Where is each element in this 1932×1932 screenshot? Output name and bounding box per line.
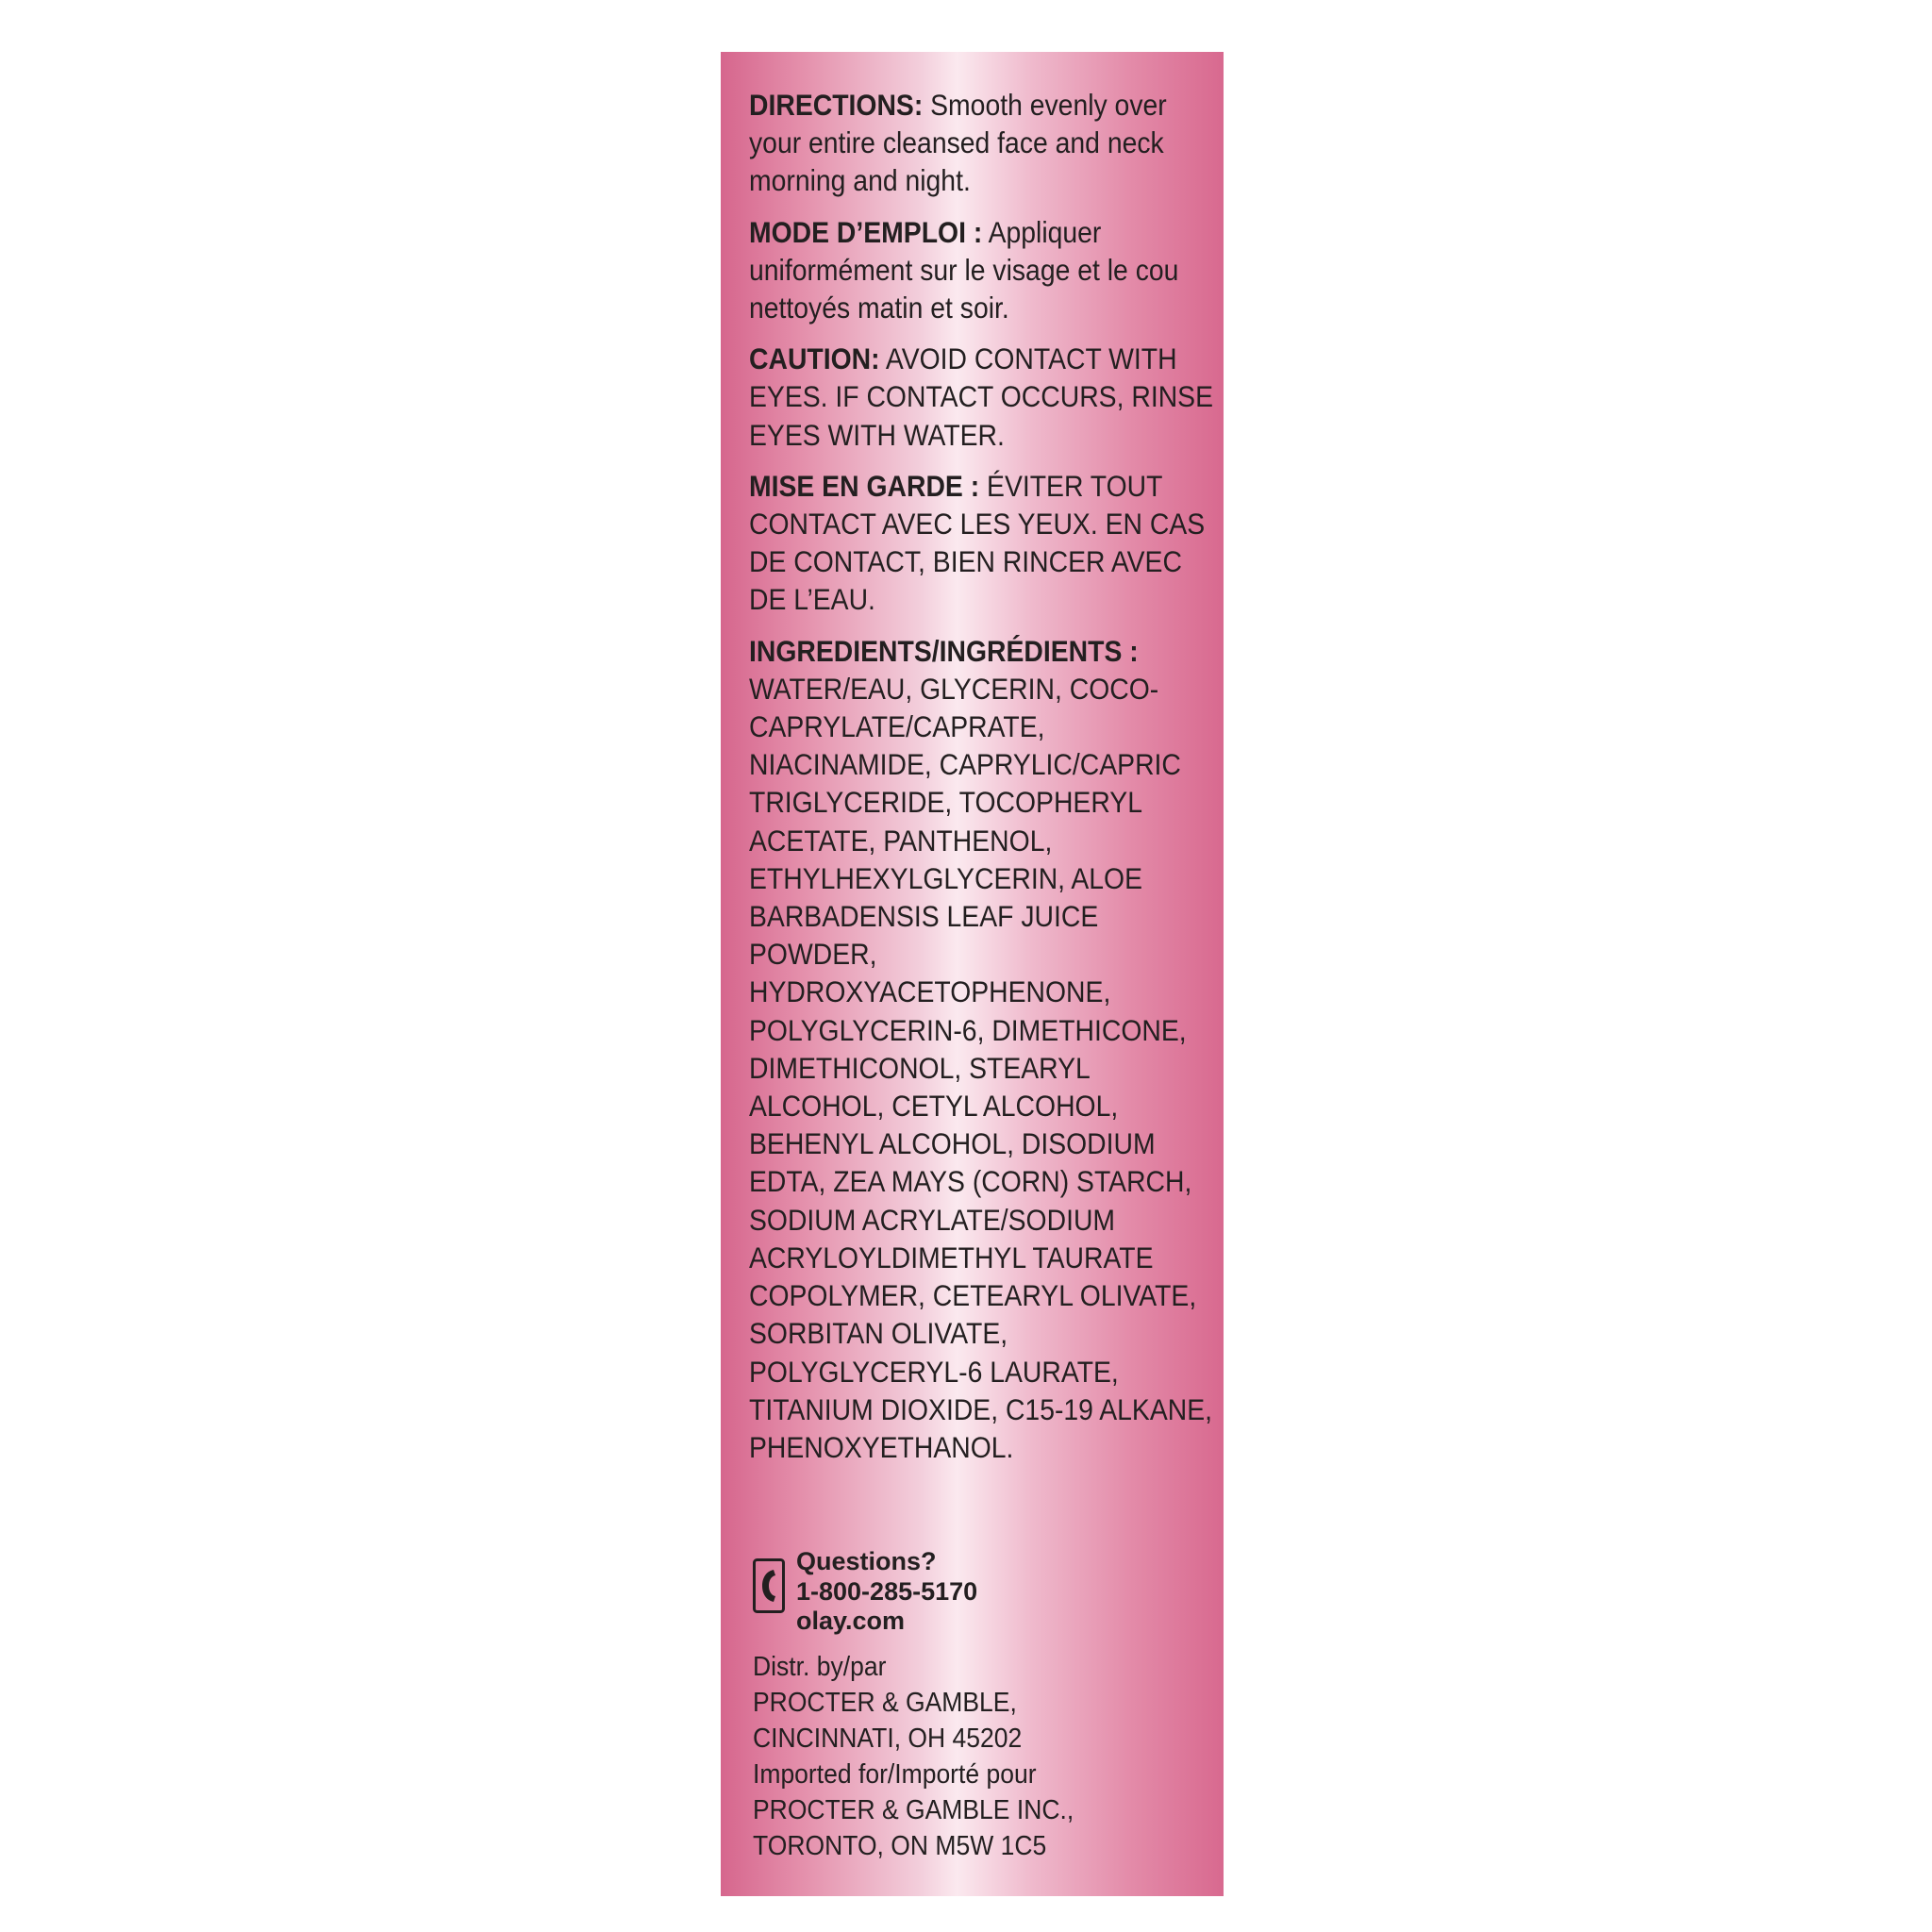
phone-icon: [753, 1558, 785, 1613]
directions-section: [749, 86, 1216, 200]
distributor-block: [753, 1649, 1074, 1864]
label-panel: [721, 52, 1224, 1896]
directions-text: Smooth evenly over your entire cleansed face and neck morning and night.: [749, 88, 1167, 198]
distributor-line: PROCTER & GAMBLE INC.,: [753, 1795, 1074, 1825]
distributor-line: CINCINNATI, OH 45202: [753, 1724, 1023, 1754]
mise-en-garde-heading: MISE EN GARDE :: [749, 468, 980, 503]
caution-heading: CAUTION:: [749, 341, 880, 376]
website-link: olay.com: [796, 1607, 906, 1635]
mode-emploi-heading: MODE D’EMPLOI :: [749, 214, 983, 249]
mode-emploi-text: Appliquer uniformément sur le visage et le cou nettoyés matin et soir.: [749, 214, 1179, 325]
ingredients-heading: INGREDIENTS/INGRÉDIENTS :: [749, 633, 1139, 668]
label-text-block: [749, 86, 1213, 1479]
caution-section: [749, 340, 1216, 454]
ingredients-list: WATER/EAU, GLYCERIN, COCO-CAPRYLATE/CAPRATE, NIACINAMIDE, CAPRYLIC/CAPRIC TRIGLYCERIDE, TOCOPHERYL ACETATE, PANTHENOL, ETHYLHEXYLGLYCERIN, ALOE BARBADENSIS LEAF JUICE POWDER, HYDROXYACETOPHENONE, POLYGLYCERIN-6, DIMETHICONE, DIMETHICONOL, STEARYL ALCOHOL, CETYL ALCOHOL, BEHENYL ALCOHOL, DISODIUM EDTA, ZEA MAYS (CORN) STARCH, SODIUM ACRYLATE/SODIUM ACRYLOYLDIMETHYL TAURATE COPOLYMER, CETEARYL OLIVATE, SORBITAN OLIVATE, POLYGLYCERYL-6 LAURATE, TITANIUM DIOXIDE, C15-19 ALKANE, PHENOXYETHANOL.: [749, 671, 1213, 1464]
distributor-line: TORONTO, ON M5W 1C5: [753, 1831, 1047, 1861]
phone-number: 1-800-285-5170: [796, 1576, 978, 1606]
directions-heading: DIRECTIONS:: [749, 88, 924, 122]
distributor-line: Distr. by/par: [753, 1652, 887, 1682]
caution-text: AVOID CONTACT WITH EYES. IF CONTACT OCCURS, RINSE EYES WITH WATER.: [749, 341, 1213, 452]
mise-en-garde-section: [749, 467, 1216, 619]
mode-emploi-section: [749, 213, 1216, 327]
questions-label: Questions?: [796, 1547, 937, 1575]
distributor-line: Imported for/Importé pour: [753, 1759, 1037, 1790]
contact-text: [796, 1547, 977, 1637]
distributor-line: PROCTER & GAMBLE,: [753, 1688, 1017, 1718]
mise-en-garde-text: ÉVITER TOUT CONTACT AVEC LES YEUX. EN CAS DE CONTACT, BIEN RINCER AVEC DE L’EAU.: [749, 468, 1206, 617]
ingredients-section: [749, 632, 1216, 1466]
